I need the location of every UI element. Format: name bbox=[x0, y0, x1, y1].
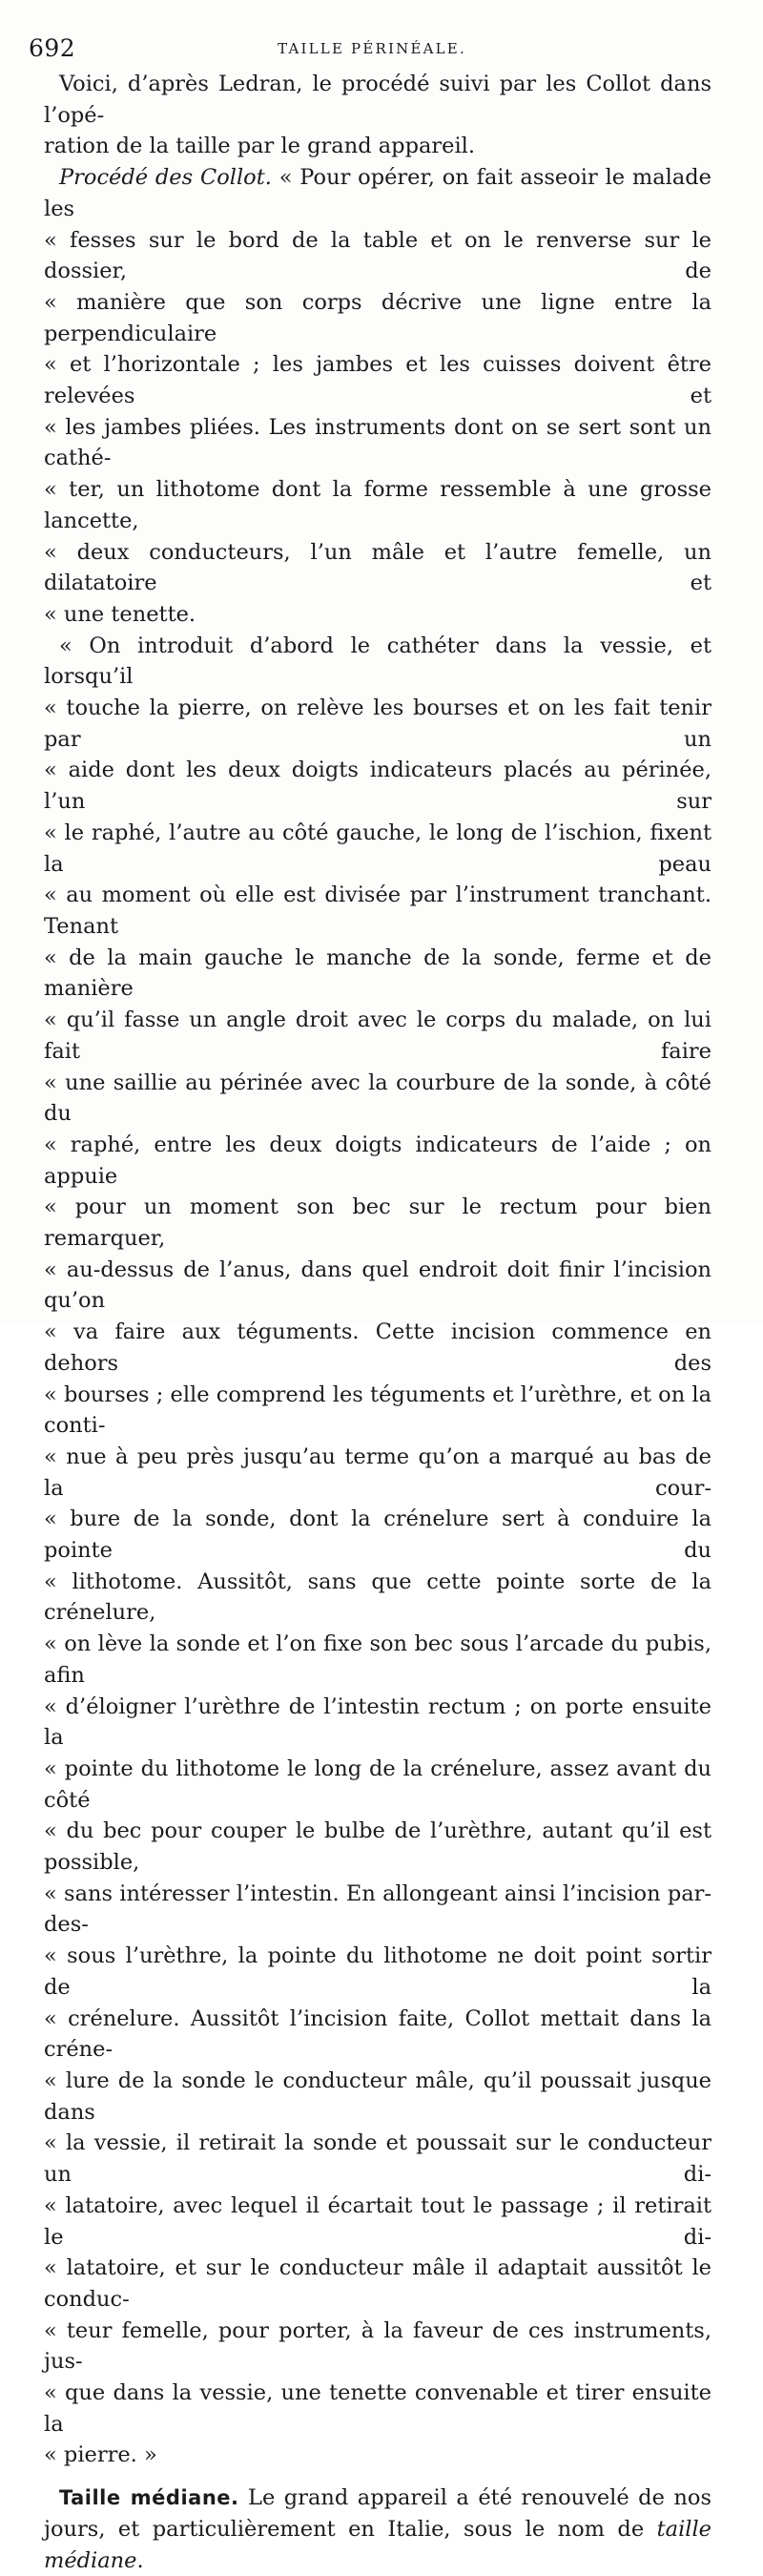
operation-line: « sous l’urèthre, la pointe du lithotome ne doit point sortir de la bbox=[44, 1943, 711, 2000]
operation-line: « va faire aux téguments. Cette incision commence en dehors des bbox=[44, 1319, 711, 1376]
operation-line: « de la main gauche le manche de la sonde, ferme et de manière bbox=[44, 945, 711, 1002]
procedure-line: « et l’horizontale ; les jambes et les cuisses doivent être relevées et bbox=[44, 352, 711, 409]
procedure-line: « deux conducteurs, l’un mâle et l’autre femelle, un dilatatoire et bbox=[44, 539, 711, 596]
operation-line: « du bec pour couper le bulbe de l’urèthre, autant qu’il est possible, bbox=[44, 1818, 711, 1876]
median-first-line bbox=[44, 2483, 711, 2514]
median-second-line-text: jours, et particulièrement en Italie, sous le nom de bbox=[44, 2516, 645, 2542]
median-second-line bbox=[44, 2514, 711, 2576]
operation-line: « pour un moment son bec sur le rectum pour bien remarquer, bbox=[44, 1195, 711, 1252]
operation-line: « d’éloigner l’urèthre de l’intestin rectum ; on porte ensuite la bbox=[44, 1693, 711, 1751]
median-section-title: Taille médiane. bbox=[59, 2486, 239, 2510]
operation-line: « pierre. » bbox=[44, 2442, 157, 2468]
page-body bbox=[44, 69, 711, 2576]
operation-line: « au-dessus de l’anus, dans quel endroit doit finir l’incision qu’on bbox=[44, 1257, 711, 1314]
operation-line: « aide dont les deux doigts indicateurs placés au périnée, l’un sur bbox=[44, 758, 711, 815]
procedure-title: Procédé des Collot. bbox=[59, 165, 272, 191]
procedure-line: « manière que son corps décrive une ligne entre la perpendiculaire bbox=[44, 289, 711, 346]
procedure-line: « les jambes pliées. Les instruments dont on se sert sont un cathé- bbox=[44, 414, 711, 471]
page-header bbox=[29, 34, 715, 67]
operation-line: « bure de la sonde, dont la crénelure sert à conduire la pointe du bbox=[44, 1506, 711, 1564]
page-number: 692 bbox=[29, 34, 76, 62]
operation-line: « teur femelle, pour porter, à la faveur de ces instruments, jus- bbox=[44, 2317, 711, 2375]
median-first-line-text: Le grand appareil a été renouvelé de nos bbox=[248, 2485, 711, 2511]
intro-line-2: ration de la taille par le grand appareil. bbox=[44, 134, 475, 159]
operation-line: « On introduit d’abord le cathéter dans la vessie, et lorsqu’il bbox=[44, 633, 711, 690]
operation-line: « lithotome. Aussitôt, sans que cette pointe sorte de la crénelure, bbox=[44, 1568, 711, 1626]
operation-line: « bourses ; elle comprend les téguments et l’urèthre, et on la conti- bbox=[44, 1381, 711, 1439]
operation-line: « lure de la sonde le conducteur mâle, qu’il poussait jusque dans bbox=[44, 2068, 711, 2125]
operation-line: « crénelure. Aussitôt l’incision faite, Collot mettait dans la créne- bbox=[44, 2005, 711, 2063]
operation-line: « au moment où elle est divisée par l’instrument tranchant. Tenant bbox=[44, 883, 711, 939]
operation-line: « pointe du lithotome le long de la crénelure, assez avant du côté bbox=[44, 1755, 711, 1813]
procedure-line: « ter, un lithotome dont la forme ressemble à une grosse lancette, bbox=[44, 477, 711, 533]
operation-line: « la vessie, il retirait la sonde et poussait sur le conducteur un di- bbox=[44, 2130, 711, 2188]
procedure-first-line-text: « Pour opérer, on fait asseoir le malade les bbox=[44, 165, 711, 221]
operation-line: « qu’il fasse un angle droit avec le corps du malade, on lui fait faire bbox=[44, 1008, 711, 1064]
operation-line: « sans intéresser l’intestin. En allongeant ainsi l’incision par-des- bbox=[44, 1880, 711, 1938]
section-gap bbox=[44, 2471, 711, 2483]
procedure-first-line bbox=[44, 162, 711, 224]
median-period: . bbox=[136, 2547, 144, 2573]
operation-line: « raphé, entre les deux doigts indicateurs de l’aide ; on appuie bbox=[44, 1132, 711, 1189]
intro-line-1: Voici, d’après Ledran, le procédé suivi par les Collot dans l’opé- bbox=[44, 72, 711, 128]
median-term: taille médiane bbox=[44, 2516, 711, 2573]
operation-line: « latatoire, et sur le conducteur mâle il adaptait aussitôt le conduc- bbox=[44, 2255, 711, 2312]
operation-line: « touche la pierre, on relève les bourses et on les fait tenir par un bbox=[44, 696, 711, 752]
operation-line: « une saillie au périnée avec la courbure de la sonde, à côté du bbox=[44, 1070, 711, 1127]
operation-line: « nue à peu près jusqu’au terme qu’on a marqué au bas de la cour- bbox=[44, 1444, 711, 1501]
operation-line: « le raphé, l’autre au côté gauche, le long de l’ischion, fixent la peau bbox=[44, 820, 711, 877]
procedure-line: « fesses sur le bord de la table et on le renverse sur le dossier, de bbox=[44, 227, 711, 284]
running-head: TAILLE PÉRINÉALE. bbox=[278, 40, 466, 57]
operation-line: « on lève la sonde et l’on fixe son bec sous l’arcade du pubis, afin bbox=[44, 1631, 711, 1688]
procedure-line: « une tenette. bbox=[44, 601, 196, 627]
operation-line: « que dans la vessie, une tenette convenable et tirer ensuite la bbox=[44, 2380, 711, 2437]
operation-line: « latatoire, avec lequel il écartait tout le passage ; il retirait le di- bbox=[44, 2192, 711, 2250]
